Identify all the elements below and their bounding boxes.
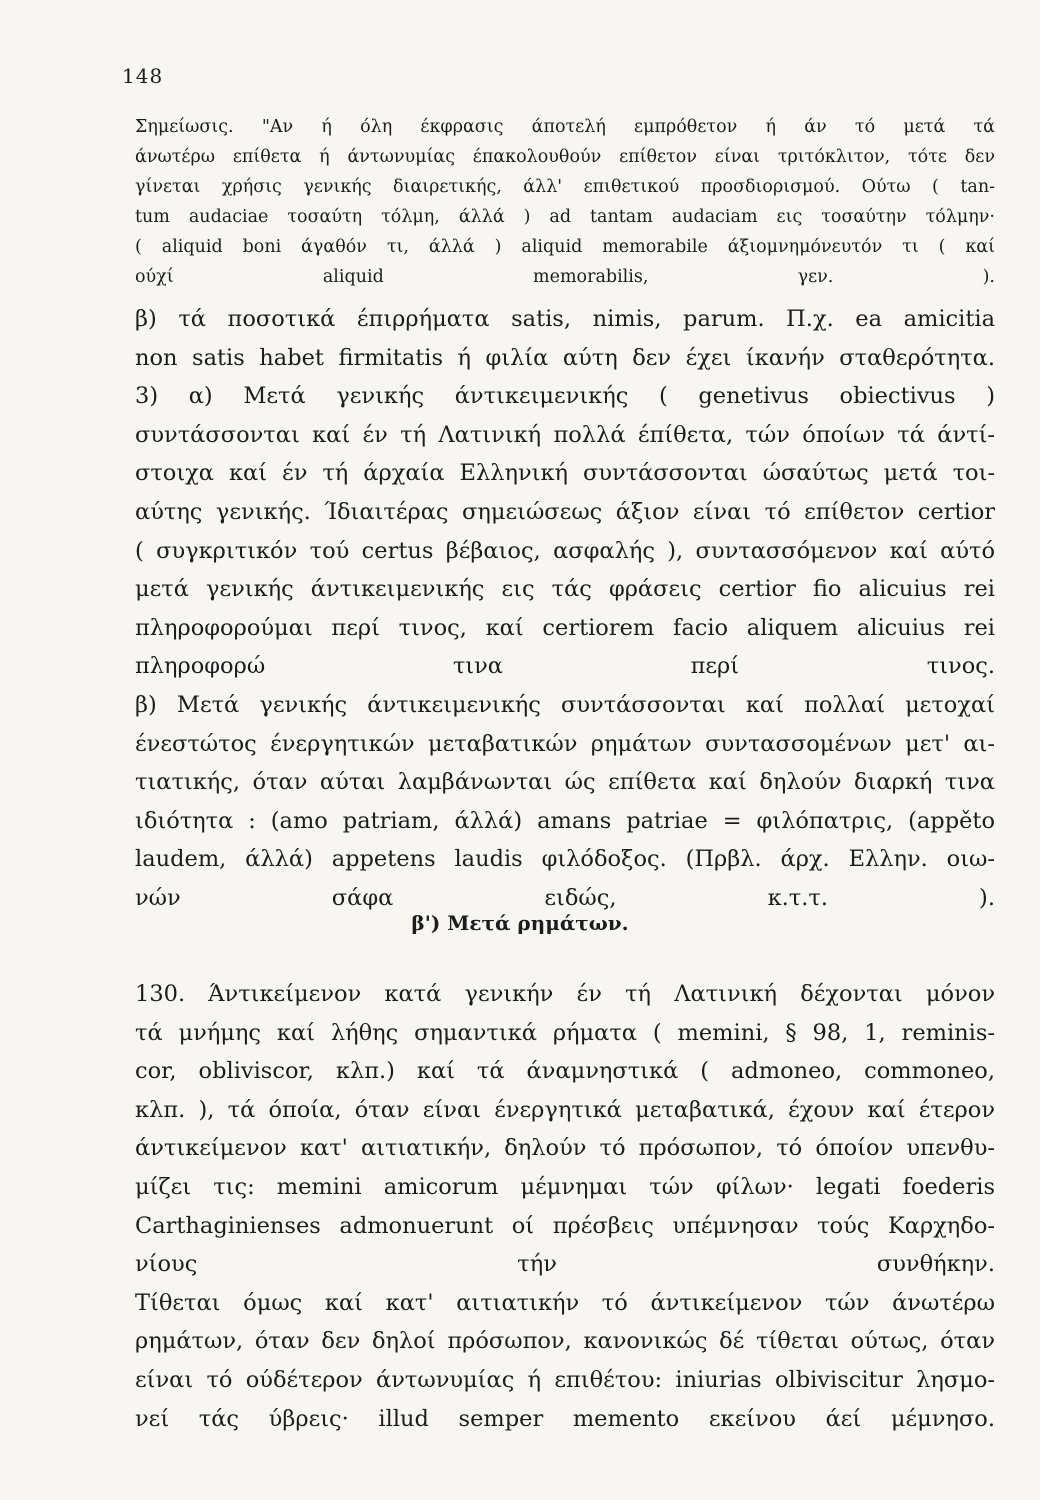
text-line: ρημάτων, όταν δεν δηλοί πρόσωπον, κανονικώς δέ τίθεται ούτως, όταν [135, 1328, 995, 1355]
text-line: άνωτέρω επίθετα ή άντωνυμίας έπακολουθούν επίθετον είναι τριτόκλιτον, τότε δεν [135, 147, 995, 167]
text-line: cor, obliviscor, κλπ.) καί τά άναμνηστικά ( admoneo, commoneo, [135, 1058, 995, 1085]
body-section-2 [135, 975, 995, 1438]
text-line: άντικείμενον κατ' αιτιατικήν, δηλούν τό πρόσωπον, τό όποίον υπενθυ- [135, 1135, 995, 1162]
text-line: 3) α) Μετά γενικής άντικειμενικής ( genetivus obiectivus ) [135, 383, 995, 410]
text-line: ένεστώτος ένεργητικών μεταβατικών ρημάτων συντασσομένων μετ' αι- [135, 730, 995, 757]
text-line: ( συγκριτικόν τού certus βέβαιος, ασφαλής ), συντασσόμενον καί αύτό [135, 537, 995, 564]
text-line: νεί τάς ύβρεις· illud semper memento εκείνου άεί μέμνησο. [135, 1405, 995, 1432]
text-line: ( aliquid boni άγαθόν τι, άλλά ) aliquid memorabile άξιομνημόνευτόν τι ( καί [135, 237, 995, 257]
text-line: μετά γενικής άντικειμενικής εις τάς φράσεις certior fio alicuius rei [135, 576, 995, 603]
text-line: πληροφορούμαι περί τινος, καί certiorem facio aliquem alicuius rei [135, 614, 995, 641]
text-line: νών σάφα ειδώς, κ.τ.τ. ). [135, 884, 995, 911]
text-line: είναι τό ούδέτερον άντωνυμίας ή επιθέτου: iniurias olbiviscitur λησμο- [135, 1366, 995, 1393]
text-line: γίνεται χρήσις γενικής διαιρετικής, άλλ' επιθετικού προσδιορισμού. Ούτω ( tan- [135, 177, 995, 197]
text-line: Carthaginienses admonuerunt οί πρέσβεις υπέμνησαν τούς Καρχηδο- [135, 1212, 995, 1239]
text-line: ιδιότητα : (amo patriam, άλλά) amans patriae = φιλόπατρις, (appěto [135, 807, 995, 834]
text-line: tum audaciae τοσαύτη τόλμη, άλλά ) ad tantam audaciam εις τοσαύτην τόλμην· [135, 207, 995, 227]
text-line: πληροφορώ τινα περί τινος. [135, 653, 995, 680]
text-line: β) τά ποσοτικά έπιρρήματα satis, nimis, parum. Π.χ. ea amicitia [135, 306, 995, 332]
text-line: ούχί aliquid memorabilis, γεν. ). [135, 267, 995, 287]
note-block [135, 112, 995, 292]
text-line: Σημείωσις. "Αν ή όλη έκφρασις άποτελή εμπρόθετον ή άν τό μετά τά [135, 117, 995, 137]
text-line: τιατικής, όταν αύται λαμβάνωνται ώς επίθετα καί δηλούν διαρκή τινα [135, 769, 995, 796]
text-line: συντάσσονται καί έν τή Λατινική πολλά έπίθετα, τών όποίων τά άντί- [135, 421, 995, 448]
text-line: μίζει τις: memini amicorum μέμνημαι τών φίλων· legati foederis [135, 1173, 995, 1200]
section-heading: β') Μετά ρημάτων. [411, 911, 629, 935]
text-line: αύτης γενικής. Ίδιαιτέρας σημειώσεως άξιον είναι τό επίθετον certior [135, 498, 995, 525]
text-line: τά μνήμης καί λήθης σημαντικά ρήματα ( memini, § 98, 1, reminis- [135, 1019, 995, 1046]
text-line: laudem, άλλά) appetens laudis φιλόδοξος. (Πρβλ. άρχ. Ελλην. οιω- [135, 846, 995, 873]
text-line: β) Μετά γενικής άντικειμενικής συντάσσονται καί πολλαί μετοχαί [135, 691, 995, 718]
text-line: 130. Άντικείμενον κατά γενικήν έν τή Λατινική δέχονται μόνον [135, 981, 995, 1007]
text-line: νίους τήν συνθήκην. [135, 1251, 995, 1278]
text-line: στοιχα καί έν τή άρχαία Ελληνική συντάσσονται ώσαύτως μετά τοι- [135, 460, 995, 487]
text-line: Τίθεται όμως καί κατ' αιτιατικήν τό άντικείμενον τών άνωτέρω [135, 1289, 995, 1316]
text-line: non satis habet firmitatis ή φιλία αύτη δεν έχει ίκανήν σταθερότητα. [135, 344, 995, 371]
text-line: κλπ. ), τά όποία, όταν είναι ένεργητικά μεταβατικά, έχουν καί έτερον [135, 1096, 995, 1123]
body-section-1 [135, 300, 995, 918]
page-number: 148 [122, 64, 164, 88]
